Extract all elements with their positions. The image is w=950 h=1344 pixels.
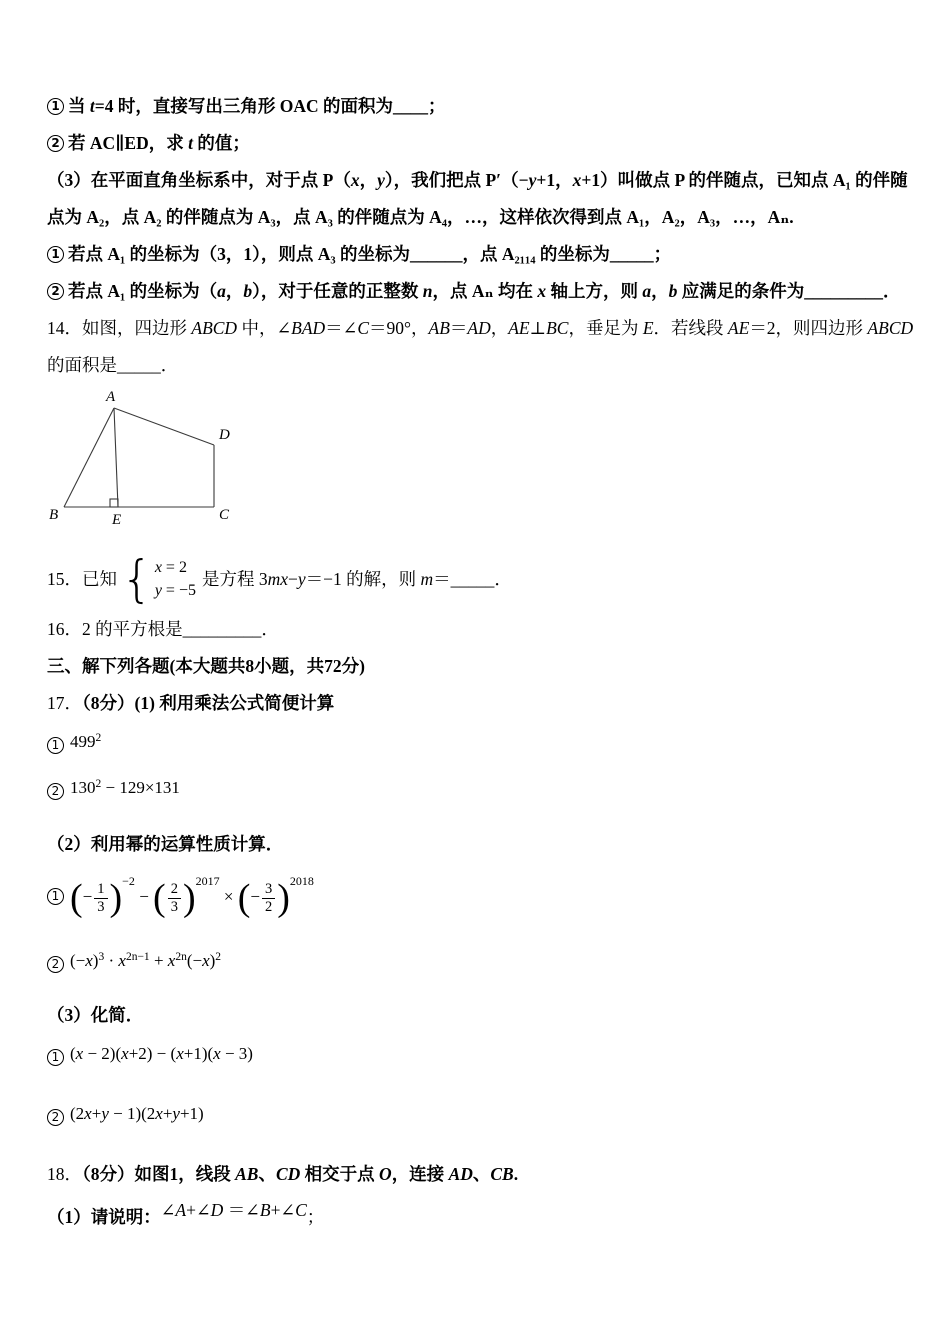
text-run: _____	[117, 355, 161, 375]
text-run: m	[420, 568, 434, 589]
question-16	[47, 611, 927, 648]
text-run: C	[295, 1199, 307, 1220]
expression	[70, 778, 180, 798]
text-run: x	[84, 1104, 92, 1123]
big-paren: (	[153, 877, 166, 920]
text-run: 18．	[47, 1164, 82, 1184]
circled-number: 2	[47, 283, 64, 300]
text-run: ＝	[433, 568, 451, 589]
text-run: 、	[472, 1164, 491, 1184]
text-run: C	[357, 318, 370, 338]
text-run: 2017	[195, 874, 220, 889]
text-run: E	[642, 318, 654, 338]
text-run: 若点 A₁ 的坐标为（3，1），则点 A₃ 的坐标为	[68, 244, 411, 264]
expr-17-2-2	[47, 941, 927, 987]
text-run: 17．	[47, 693, 82, 713]
text-run: x	[213, 1044, 221, 1063]
expr-17-3-2	[47, 1094, 927, 1140]
text-run: +	[91, 1104, 102, 1123]
text-run: O	[379, 1164, 392, 1184]
edge-BA	[64, 408, 114, 507]
text-run: ，	[651, 281, 669, 301]
text-run: y	[528, 170, 537, 190]
vertex-label-B: B	[49, 507, 59, 523]
text-run: ____	[392, 96, 428, 116]
circled-number: 1	[47, 246, 64, 263]
circled-number-2: 2	[47, 1109, 64, 1126]
text-run: ⊥	[529, 318, 547, 338]
text-run: ），对于任意的正整数	[252, 281, 423, 301]
quadrilateral-diagram	[47, 388, 277, 530]
text-run: = 2	[161, 559, 187, 576]
text-run: AE	[727, 318, 750, 338]
big-paren: )	[182, 877, 196, 920]
text-run: 2n	[175, 951, 187, 963]
q13-part3-line-1	[47, 162, 927, 199]
text-run: +1）叫做点 P 的伴随点，已知点 A₁ 的伴随	[581, 170, 908, 190]
text-run: b	[243, 281, 253, 301]
text-run: ·	[104, 951, 119, 970]
text-run: a	[217, 281, 226, 301]
expression	[70, 732, 101, 752]
text-run: ＝−1 的解，则	[305, 568, 421, 589]
q17-part3-label	[47, 997, 927, 1034]
text-run: ．	[160, 355, 179, 375]
vertex-label-C: C	[219, 507, 230, 523]
text-run: x	[202, 951, 210, 970]
text-run: BAD	[291, 318, 326, 338]
text-run: 应满足的条件为	[677, 281, 805, 301]
text-run: D	[210, 1199, 224, 1220]
q14-figure	[47, 388, 927, 535]
text-run: (2	[70, 1104, 85, 1123]
text-run: BC	[546, 318, 569, 338]
text-run: +1，	[536, 170, 573, 190]
text-run: 的面积是	[47, 355, 117, 375]
text-run: ＝2，则四边形	[749, 318, 868, 338]
right-angle-mark	[110, 499, 118, 507]
text-run: +	[149, 951, 168, 970]
text-run: (−	[70, 951, 86, 970]
text-run: x	[537, 281, 547, 301]
text-run: 2	[95, 778, 102, 790]
text-run: 的值；	[192, 133, 250, 153]
text-run: 2n−1	[125, 951, 150, 963]
expression	[70, 1104, 204, 1124]
fraction	[168, 881, 181, 916]
text-run: AD	[467, 318, 491, 338]
text-run: +∠	[186, 1199, 211, 1220]
q14-line-1	[47, 310, 927, 347]
text-run: +1)	[179, 1104, 204, 1123]
text-run: 499	[70, 732, 96, 751]
text-run: x	[176, 1044, 184, 1063]
denominator: 2	[264, 899, 273, 916]
text-run: x	[155, 1104, 163, 1123]
text-run: （8分）	[82, 693, 135, 713]
denominator: 3	[97, 899, 105, 916]
vertex-label-A: A	[106, 389, 116, 405]
text-run: ．若线段	[653, 318, 728, 338]
text-run: y	[154, 582, 162, 599]
fraction	[262, 881, 275, 916]
text-run: ＝∠	[223, 1199, 260, 1220]
circled-number-1: 1	[47, 737, 64, 754]
text-run: x	[121, 1044, 129, 1063]
text-run: t	[188, 133, 193, 153]
question-17-header	[47, 685, 927, 722]
text-run: +1)(	[183, 1044, 214, 1063]
text-run: (	[70, 1044, 76, 1063]
text-run: a	[642, 281, 652, 301]
text-run: 14．如图，四边形	[47, 318, 192, 338]
circled-number: 1	[47, 98, 64, 115]
text-run: 2018	[289, 874, 314, 889]
text-run: ，	[490, 318, 509, 338]
text-run: −	[288, 568, 298, 589]
text-run: x	[350, 170, 360, 190]
text-run: (−	[186, 951, 203, 970]
text-run: −2	[122, 874, 135, 889]
text-run: +	[162, 1104, 173, 1123]
text-run: （1）请说明：	[47, 1206, 161, 1227]
big-paren: )	[109, 877, 123, 920]
text-run: ；	[427, 96, 446, 116]
text-run: +2) − (	[128, 1044, 177, 1063]
text-run: CD	[275, 1164, 301, 1184]
text-run: 130	[70, 778, 96, 797]
text-run: ．	[882, 281, 901, 301]
text-run: （3）在平面直角坐标系中，对于点 P（	[47, 170, 351, 190]
text-run: x	[154, 559, 162, 576]
text-run: AB	[428, 318, 450, 338]
expr-17-1-1	[47, 722, 927, 768]
expression	[70, 951, 221, 971]
exam-content	[47, 88, 927, 1241]
text-run: y	[101, 1104, 109, 1123]
text-run: − 1)(2	[108, 1104, 156, 1123]
text-run: 点为 A₂，点 A₂ 的伴随点为 A₃，点 A₃ 的伴随点为 A₄，…，这样依次得到点 A₁，A₂，A₃，…，Aₙ.	[47, 207, 794, 227]
text-run: ；	[653, 244, 672, 264]
numerator: 2	[168, 881, 181, 899]
q15-prefix	[47, 561, 117, 598]
text-run: ，点 Aₙ 均在	[432, 281, 538, 301]
text-run: ，连接	[391, 1164, 449, 1184]
text-run: _____	[609, 244, 654, 264]
big-paren: (	[237, 877, 251, 920]
fraction	[94, 881, 107, 916]
text-run: mx	[267, 568, 288, 589]
question-18-header	[47, 1156, 927, 1193]
text-run: ，垂足为	[568, 318, 643, 338]
text-run: （2）利用幂的运算性质计算．	[47, 834, 284, 854]
circled-number-1: 1	[47, 1049, 64, 1066]
circled-number-1: 1	[47, 888, 64, 905]
brace-glyph: {	[121, 549, 153, 608]
text-run: b	[668, 281, 678, 301]
text-run: = −5	[161, 582, 196, 599]
text-run: 如图1，线段	[134, 1164, 236, 1184]
text-run: x	[75, 1044, 84, 1063]
text-run: AD	[448, 1164, 473, 1184]
system-equation-2	[155, 579, 196, 602]
text-run: ，点 A₂₁₁₄ 的坐标为	[462, 244, 610, 264]
text-run: −	[134, 887, 154, 907]
text-run: − 2)(	[83, 1044, 122, 1063]
text-run: (1) 利用乘法公式简便计算	[134, 693, 335, 713]
text-run: − 3)	[220, 1044, 253, 1063]
text-run: =4 时，直接写出三角形 OAC 的面积为	[94, 96, 393, 116]
text-run: 16．2 的平方根是	[47, 619, 183, 639]
text-run: ，	[225, 281, 244, 301]
text-run: 是方程 3	[201, 568, 268, 589]
q13-sub-item-2	[47, 125, 927, 162]
text-run: （8分）	[82, 1164, 135, 1184]
text-run: )	[92, 951, 99, 970]
q13-part3-line-2	[47, 199, 927, 236]
text-run: ABCD	[191, 318, 238, 338]
section-3-header	[47, 648, 927, 685]
q18-part1-suffix	[307, 1199, 325, 1236]
text-run: 、	[258, 1164, 276, 1184]
text-run: x	[85, 951, 93, 970]
text-run: 若点 A₁ 的坐标为（	[68, 281, 218, 301]
text-run: 3	[98, 951, 105, 963]
text-run: n	[422, 281, 433, 301]
text-run: ＝90°，	[369, 318, 429, 338]
vertex-label-D: D	[219, 427, 230, 443]
text-run: （3）化简．	[47, 1005, 144, 1025]
q13-part3-item-2	[47, 273, 927, 310]
text-run: x	[118, 951, 126, 970]
big-paren: (	[70, 877, 83, 920]
text-run: ABCD	[867, 318, 914, 338]
big-paren: )	[277, 877, 290, 920]
text-run: 中，∠	[237, 318, 292, 338]
text-run: y	[172, 1104, 180, 1123]
text-run: 相交于点	[300, 1164, 380, 1184]
text-run: ．	[261, 619, 279, 639]
text-run: 15．已知	[47, 568, 117, 589]
text-run: _________	[182, 619, 262, 639]
circled-number-2: 2	[47, 783, 64, 800]
question-18-part1	[47, 1193, 927, 1241]
text-run: 若 AC∥ED，求	[68, 133, 189, 153]
expr-17-3-1	[47, 1034, 927, 1080]
text-run: ，	[359, 170, 378, 190]
segment-AE	[114, 408, 118, 507]
text-run: _____	[450, 568, 495, 589]
numerator: 1	[94, 881, 107, 899]
text-run: y	[377, 170, 385, 190]
q14-line-2	[47, 347, 927, 384]
circled-number-2: 2	[47, 956, 64, 973]
text-run: A	[175, 1199, 187, 1220]
q13-part3-item-1	[47, 236, 927, 273]
text-run: 三、解下列各题(本大题共8小题，共72分)	[47, 656, 365, 676]
edge-AD	[114, 408, 214, 445]
q18-part1-prefix	[47, 1199, 161, 1236]
question-15	[47, 547, 927, 611]
system-rows	[155, 556, 196, 602]
text-run: CB	[490, 1164, 514, 1184]
vertex-label-E: E	[112, 512, 122, 528]
expression	[70, 1044, 253, 1064]
system-equation-1	[155, 556, 196, 579]
text-run: 2	[95, 732, 102, 744]
equation-system	[121, 549, 196, 608]
text-run: ＝∠	[325, 318, 358, 338]
expression	[70, 874, 314, 920]
q13-sub-item-1	[47, 88, 927, 125]
text-run: 2	[215, 951, 222, 963]
numerator: 3	[262, 881, 275, 899]
text-run: − 129×131	[101, 778, 180, 797]
expr-17-1-2	[47, 768, 927, 814]
text-run: ．	[494, 568, 512, 589]
text-run: ；	[306, 1206, 325, 1227]
text-run: 轴上方，则	[546, 281, 643, 301]
text-run: +∠	[270, 1199, 296, 1220]
text-run: ×	[219, 887, 238, 907]
text-run: x	[167, 951, 176, 970]
text-run: −	[250, 887, 260, 907]
text-run: AE	[508, 318, 530, 338]
text-run: y	[297, 568, 306, 589]
text-run: ＝	[449, 318, 468, 338]
text-run: ），我们把点 P′（−	[384, 170, 529, 190]
text-run: x	[572, 170, 582, 190]
q18-part1-formula	[161, 1192, 307, 1229]
text-run: 当	[68, 96, 90, 116]
circled-number: 2	[47, 135, 64, 152]
q15-suffix	[202, 561, 512, 598]
expr-17-2-1	[47, 863, 927, 929]
text-run: t	[89, 96, 95, 116]
q17-part2-label	[47, 826, 927, 863]
text-run: ______	[410, 244, 463, 264]
text-run: −	[82, 887, 93, 907]
text-run: )	[209, 951, 216, 970]
text-run: AB	[235, 1164, 259, 1184]
text-run: _________	[804, 281, 883, 301]
text-run: .	[513, 1164, 519, 1184]
text-run: B	[259, 1199, 271, 1220]
denominator: 3	[170, 899, 178, 916]
text-run: ∠	[160, 1199, 176, 1220]
